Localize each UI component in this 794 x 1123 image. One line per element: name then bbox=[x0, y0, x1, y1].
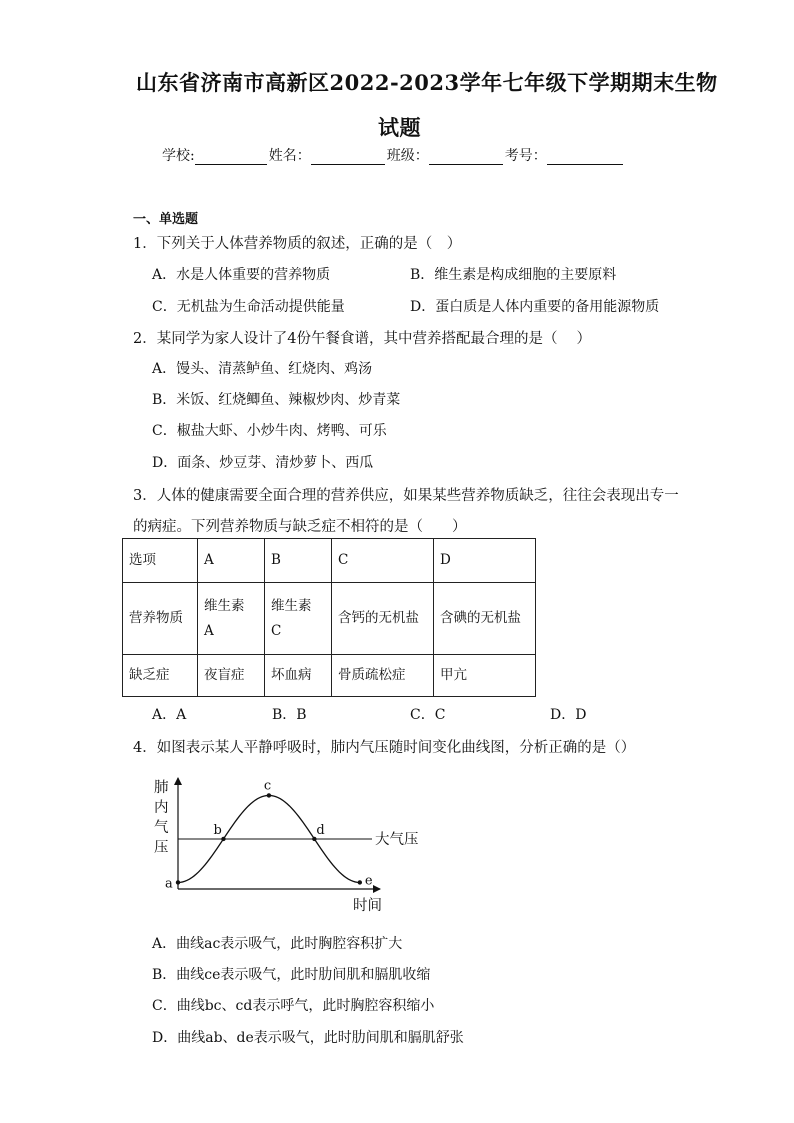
q2-stem: 2．某同学为家人设计了4份午餐食谱，其中营养搭配最合理的是（ ） bbox=[133, 331, 592, 347]
cell-line: A bbox=[204, 622, 214, 639]
q1-option-a[interactable]: A．水是人体重要的营养物质 bbox=[152, 267, 331, 283]
table-cell: 含钙的无机盐 bbox=[332, 583, 434, 655]
page-title: 山东省济南市高新区2022-2023学年七年级下学期期末生物 bbox=[136, 70, 718, 95]
number-label: 考号： bbox=[504, 148, 547, 164]
school-label: 学校: bbox=[162, 148, 195, 164]
q3-table bbox=[122, 538, 536, 697]
q3-stem-line1: 3．人体的健康需要全面合理的营养供应，如果某些营养物质缺乏，往往会表现出专一 bbox=[133, 488, 679, 504]
table-row bbox=[123, 583, 536, 655]
q2-option-d[interactable]: D．面条、炒豆芽、清炒萝卜、西瓜 bbox=[152, 455, 374, 471]
class-field[interactable] bbox=[429, 148, 503, 165]
curve-point-b bbox=[221, 837, 225, 841]
table-row bbox=[123, 539, 536, 583]
point-label-a: a bbox=[165, 876, 173, 892]
q2-option-a[interactable]: A．馒头、清蒸鲈鱼、红烧肉、鸡汤 bbox=[152, 361, 373, 377]
q4-option-c[interactable]: C．曲线bc、cd表示呼气，此时胸腔容积缩小 bbox=[152, 998, 435, 1014]
point-label-c: c bbox=[263, 778, 272, 794]
table-cell: 营养物质 bbox=[123, 583, 198, 655]
y-axis-label bbox=[154, 778, 169, 856]
table-cell: 甲亢 bbox=[434, 655, 536, 697]
section-heading: 一、单选题 bbox=[133, 212, 199, 227]
class-label: 班级： bbox=[386, 148, 429, 164]
y-axis-label-char: 内 bbox=[154, 800, 169, 816]
q4-option-a[interactable]: A．曲线ac表示吸气，此时胸腔容积扩大 bbox=[152, 936, 403, 952]
pressure-chart bbox=[150, 772, 419, 914]
q3-option-c[interactable]: C．C bbox=[410, 707, 446, 723]
cell-line: 维生素 bbox=[271, 597, 312, 614]
q4-option-d[interactable]: D．曲线ab、de表示吸气，此时肋间肌和膈肌舒张 bbox=[152, 1030, 464, 1046]
y-axis-label-char: 肺 bbox=[154, 780, 169, 796]
x-axis-label: 时间 bbox=[353, 898, 382, 914]
name-field[interactable] bbox=[311, 148, 385, 165]
q3-option-b[interactable]: B．B bbox=[272, 707, 307, 723]
table-row bbox=[123, 655, 536, 697]
curve-point-c bbox=[267, 793, 271, 797]
table-cell: 夜盲症 bbox=[198, 655, 265, 697]
q1-option-c[interactable]: C．无机盐为生命活动提供能量 bbox=[152, 299, 345, 315]
q2-option-b[interactable]: B．米饭、红烧鲫鱼、辣椒炒肉、炒青菜 bbox=[152, 392, 401, 408]
y-axis-label-char: 气 bbox=[154, 820, 169, 836]
point-label-d: d bbox=[316, 822, 325, 838]
q3-option-a[interactable]: A．A bbox=[152, 707, 187, 723]
table-cell: A bbox=[198, 539, 265, 583]
point-label-b: b bbox=[213, 822, 222, 838]
q1-stem: 1．下列关于人体营养物质的叙述，正确的是（ ） bbox=[133, 236, 462, 252]
curve-point-a bbox=[176, 880, 180, 884]
table-cell: C bbox=[332, 539, 434, 583]
table-cell: 坏血病 bbox=[265, 655, 332, 697]
table-cell: 缺乏症 bbox=[123, 655, 198, 697]
table-cell bbox=[265, 583, 332, 655]
curve-point-e bbox=[358, 880, 362, 884]
q2-option-c[interactable]: C．椒盐大虾、小炒牛肉、烤鸭、可乐 bbox=[152, 423, 387, 439]
cell-line: C bbox=[271, 622, 282, 639]
atmospheric-pressure-label: 大气压 bbox=[375, 831, 419, 848]
table-cell: 骨质疏松症 bbox=[332, 655, 434, 697]
q1-option-b[interactable]: B．维生素是构成细胞的主要原料 bbox=[410, 267, 617, 283]
q3-option-d[interactable]: D．D bbox=[550, 707, 587, 723]
y-axis-label-char: 压 bbox=[154, 840, 169, 856]
table-cell: D bbox=[434, 539, 536, 583]
student-info-line bbox=[162, 145, 625, 165]
table-cell: 含碘的无机盐 bbox=[434, 583, 536, 655]
point-label-e: e bbox=[364, 873, 373, 889]
name-label: 姓名： bbox=[268, 148, 311, 164]
school-field[interactable] bbox=[195, 148, 267, 165]
q4-option-b[interactable]: B．曲线ce表示吸气，此时肋间肌和膈肌收缩 bbox=[152, 967, 431, 983]
table-cell bbox=[198, 583, 265, 655]
q1-option-d[interactable]: D．蛋白质是人体内重要的备用能源物质 bbox=[410, 299, 660, 315]
number-field[interactable] bbox=[547, 148, 623, 165]
table-cell: 选项 bbox=[123, 539, 198, 583]
cell-line: 维生素 bbox=[204, 597, 245, 614]
q4-stem: 4．如图表示某人平静呼吸时，肺内气压随时间变化曲线图，分析正确的是（） bbox=[133, 740, 636, 756]
table-cell: B bbox=[265, 539, 332, 583]
q3-stem-line2: 的病症。下列营养物质与缺乏症不相符的是（ ） bbox=[133, 519, 467, 535]
page-title-line2: 试题 bbox=[378, 115, 421, 140]
